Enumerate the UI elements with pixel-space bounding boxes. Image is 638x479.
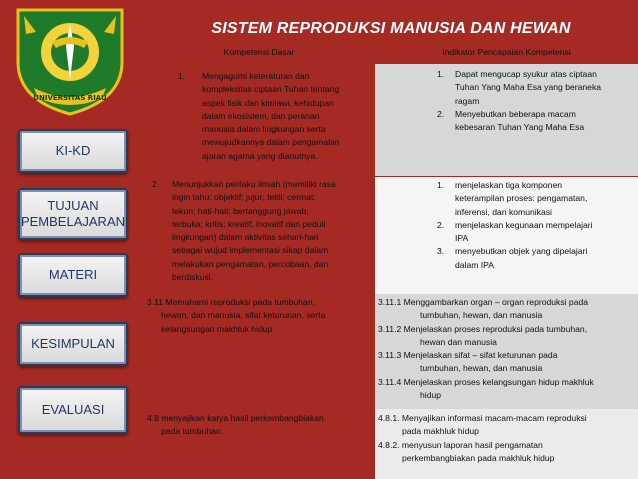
kd-cell: [144, 64, 374, 176]
text-line: kebesaran Tuhan Yang Maha Esa: [455, 122, 585, 133]
text-line: lingkungan) dalam aktivitas sehari-hari: [172, 232, 319, 243]
text-line: Dapat mengucap syukur atas ciptaan: [455, 69, 597, 79]
header-indikator: Indikator Pencapaian Kompetensi: [442, 47, 571, 57]
nav-kikd-label: KI-KD: [55, 143, 91, 158]
text-line: ragam: [455, 95, 480, 106]
text-line: kompleksitas ciptaan Tuhan tentang: [202, 84, 340, 95]
text-line: ajaran agama yang dianutnya.: [202, 150, 318, 161]
text-line: 4.8 menyajikan karya hasil perkembangbiakan: [147, 413, 324, 423]
nav-materi-label: MATERI: [48, 267, 98, 282]
nav-materi-button[interactable]: [18, 253, 128, 297]
list-item: 1. Dapat mengucap syukur atas ciptaan Tuhan Yang Maha Esa yang beraneka ragam: [437, 68, 638, 108]
kd-cell: [144, 409, 374, 479]
nav-evaluasi-button[interactable]: [18, 386, 128, 434]
text-line: menjelaskan tiga komponen: [455, 180, 563, 190]
nav-kesimpulan-label: KESIMPULAN: [31, 336, 115, 351]
nav-kikd-button[interactable]: [18, 129, 128, 173]
text-line: ingin tahu; objektif; jujur; teliti; cermat;: [172, 192, 316, 203]
nav-tujuan-label: TUJUAN PEMBELAJARAN: [20, 198, 126, 229]
text-line: manusia dalam lingkungan serta: [202, 124, 326, 135]
kd-cell: [144, 177, 374, 294]
text-line: hewan, dan manusia, sifat keturunan, serta: [161, 310, 326, 321]
text-line: 4.8.2. menyusun laporan hasil pengamatan: [378, 439, 543, 450]
text-line: 3.11.1 Menggambarkan organ – organ reproduksi pada: [378, 297, 589, 307]
header-kompetensi-dasar: Kompetensi Dasar: [223, 47, 295, 57]
indikator-cell: [375, 64, 638, 176]
text-line: pada tumbuhan.: [161, 426, 224, 437]
nav-kesimpulan-button[interactable]: [18, 322, 128, 366]
text-line: keterampilan proses: pengamatan,: [455, 193, 588, 204]
text-line: 3.11 Memahami reproduksi pada tumbuhan,: [147, 297, 315, 307]
text-line: perkembangbiakan pada makhluk hidup: [402, 452, 555, 463]
list-item: 2. menjelaskan kegunaan mempelajari IPA: [437, 219, 638, 246]
table-header-row: [144, 42, 638, 64]
text-line: melakukan pengamatan, percobaan, dan: [172, 258, 329, 269]
indikator-cell: [375, 294, 638, 409]
indikator-cell: [375, 177, 638, 294]
text-line: mewujudkannya dalam pengamalan: [202, 137, 340, 148]
list-item: [378, 412, 638, 439]
text-line: dalam ekosistem, dan peranan: [202, 110, 320, 121]
sidebar: [0, 0, 140, 479]
text-line: menjelaskan kegunaan mempelajari: [455, 219, 593, 230]
list-item: 1. menjelaskan tiga komponen keterampilan proses: pengamatan, inferensi, dan komunikasi: [437, 179, 638, 219]
table-row: [144, 409, 638, 479]
text-line: Menyebutkan beberapa macam: [455, 108, 576, 119]
text-line: 3.11.4 Menjelaskan proses kelangsungan hidup makhluk: [378, 376, 594, 387]
list-item: [378, 323, 638, 350]
text-line: 4.8.1. Menyajikan informasi macam-macam reproduksi: [378, 413, 587, 423]
svg-text:UNIVERSITAS RIAU: UNIVERSITAS RIAU: [33, 94, 107, 102]
list-item: 2. Menyebutkan beberapa macam kebesaran Tuhan Yang Maha Esa: [437, 108, 638, 135]
text-line: IPA: [455, 233, 469, 244]
kd-cell: [144, 294, 374, 409]
text-line: Menunjukkan perilaku ilmiah (memiliki rasa: [172, 179, 336, 189]
text-line: Tuhan Yang Maha Esa yang beraneka: [455, 82, 602, 93]
text-line: hewan dan manusia: [420, 336, 497, 347]
list-item: [378, 376, 638, 403]
university-logo-icon: [8, 2, 132, 118]
text-line: kelangsungan makhluk hidup: [161, 323, 273, 334]
competency-table: [144, 42, 638, 479]
table-row: [144, 294, 638, 409]
nav-evaluasi-label: EVALUASI: [41, 402, 105, 417]
list-item: [378, 296, 638, 323]
page-title: SISTEM REPRODUKSI MANUSIA DAN HEWAN: [211, 20, 571, 37]
text-line: 3.11.2 Menjelaskan proses reproduksi pada tumbuhan,: [378, 323, 588, 334]
text-line: berdiskusi.: [172, 272, 214, 283]
list-item: 3. menyebutkan objek yang dipelajari dalam IPA: [437, 245, 638, 272]
text-line: hidup: [420, 390, 442, 401]
list-item: [378, 349, 638, 376]
table-row: [144, 177, 638, 294]
list-item: [378, 439, 638, 466]
list-item: 1. Mengagumi keteraturan dan kompleksitas ciptaan Tuhan tentang aspek fisik dan kimiawi, kehidupan dalam ekosistem, dan peranan manusia dalam lingkungan serta mewujudkannya dalam pengamalan ajaran agama yang dianutnya.: [178, 70, 374, 163]
text-line: dalam IPA: [455, 259, 495, 270]
text-line: aspek fisik dan kimiawi, kehidupan: [202, 97, 334, 108]
text-line: tumbuhan, hewan, dan manusia: [420, 363, 543, 374]
text-line: menyebutkan objek yang dipelajari: [455, 246, 588, 257]
table-row: [144, 64, 638, 176]
text-line: terbuka; kritis; kreatif; inovatif dan peduli: [172, 218, 326, 229]
text-line: pada makhluk hidup: [402, 426, 479, 437]
list-item: 2. Menunjukkan perilaku ilmiah (memiliki rasa ingin tahu; objektif; jujur; teliti; cermat; tekun; hati-hati; bertanggung jawab; terbuka; kritis; kreatif; inovatif dan peduli lingkungan) dalam aktivitas sehari-hari sebagai wujud implementasi sikap dalam melakukan pengamatan, percobaan, dan berdiskusi.: [152, 178, 374, 284]
text-line: 3.11.3 Menjelaskan sifat – sifat keturunan pada: [378, 350, 558, 361]
text-line: Mengagumi keteraturan dan: [202, 71, 310, 81]
text-line: tumbuhan, hewan, dan manusia: [420, 310, 543, 321]
text-line: inferensi, dan komunikasi: [455, 206, 552, 217]
indikator-cell: [375, 409, 638, 479]
nav-tujuan-button[interactable]: [18, 188, 128, 240]
text-line: tekun; hati-hati; bertanggung jawab;: [172, 205, 309, 216]
text-line: sebagai wujud implementasi sikap dalam: [172, 245, 329, 256]
